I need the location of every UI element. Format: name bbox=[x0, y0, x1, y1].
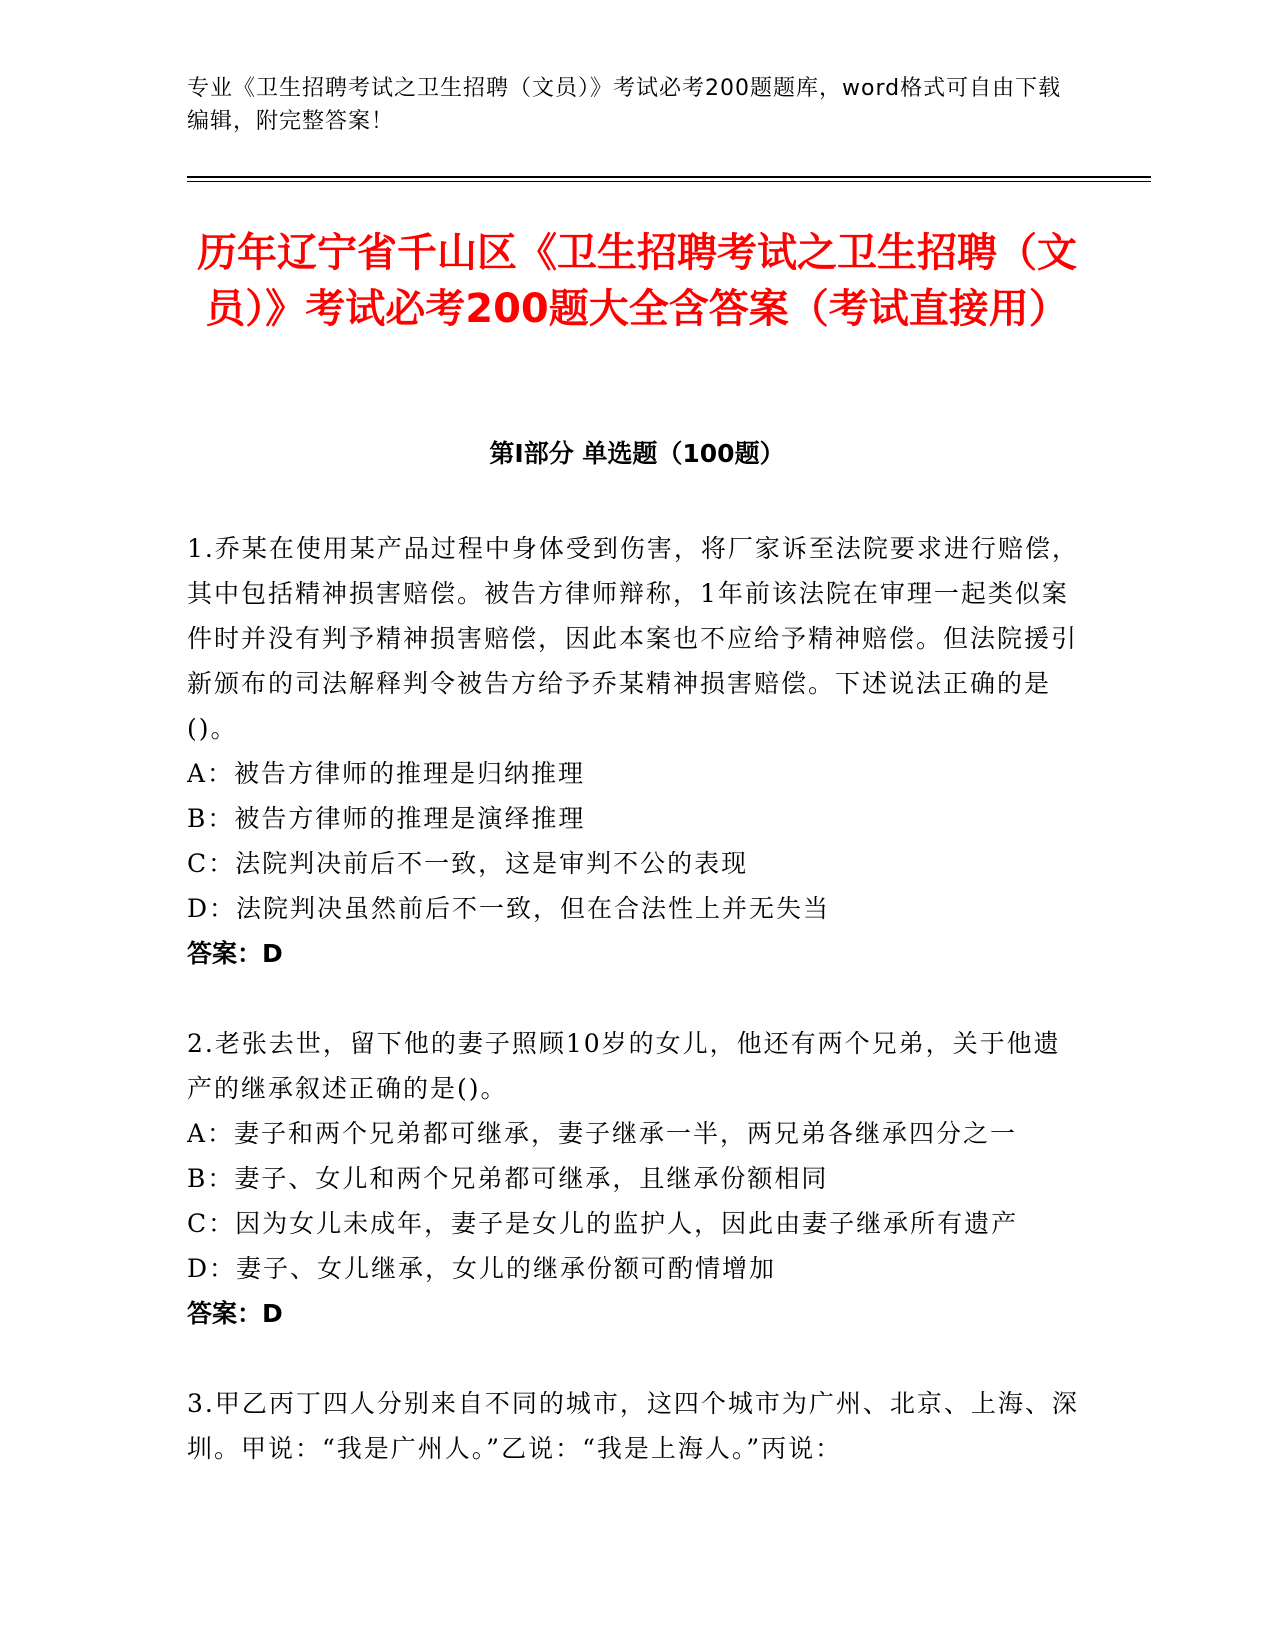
section-title: 第Ⅰ部分 单选题（100题） bbox=[489, 439, 785, 468]
header-note: 专业《卫生招聘考试之卫生招聘（文员）》考试必考200题题库，word格式可自由下载编辑，附完整答案！ bbox=[187, 76, 1062, 134]
option-b: B：被告方律师的推理是演绎推理 bbox=[187, 804, 586, 833]
option-d: D：妻子、女儿继承，女儿的继承份额可酌情增加 bbox=[187, 1254, 777, 1283]
answer: 答案：D bbox=[187, 1299, 283, 1328]
question-list bbox=[187, 526, 1087, 1516]
option-b: B：妻子、女儿和两个兄弟都可继承，且继承份额相同 bbox=[187, 1164, 829, 1193]
answer: 答案：D bbox=[187, 939, 283, 968]
option-c: C：法院判决前后不一致，这是审判不公的表现 bbox=[187, 849, 749, 878]
option-d: D：法院判决虽然前后不一致，但在合法性上并无失当 bbox=[187, 894, 831, 923]
document-title: 历年辽宁省千山区《卫生招聘考试之卫生招聘（文员）》考试必考200题大全含答案（考试直接用） bbox=[197, 230, 1077, 332]
question-stem: 1.乔某在使用某产品过程中身体受到伤害，将厂家诉至法院要求进行赔偿，其中包括精神损害赔偿。被告方律师辩称，1年前该法院在审理一起类似案件时并没有判予精神损害赔偿，因此本案也不应给予精神赔偿。但法院援引新颁布的司法解释判令被告方给予乔某精神损害赔偿。下述说法正确的是()。 bbox=[187, 534, 1079, 743]
question-1 bbox=[187, 526, 1087, 976]
question-stem: 2.老张去世，留下他的妻子照顾10岁的女儿，他还有两个兄弟，关于他遗产的继承叙述正确的是()。 bbox=[187, 1029, 1061, 1103]
option-a: A：被告方律师的推理是归纳推理 bbox=[187, 759, 586, 788]
header-divider-thin bbox=[187, 181, 1151, 182]
question-3 bbox=[187, 1381, 1087, 1471]
option-c: C：因为女儿未成年，妻子是女儿的监护人，因此由妻子继承所有遗产 bbox=[187, 1209, 1019, 1238]
header-divider-thick bbox=[187, 176, 1151, 178]
question-2 bbox=[187, 1021, 1087, 1336]
question-stem: 3.甲乙丙丁四人分别来自不同的城市，这四个城市为广州、北京、上海、深圳。甲说：“我是广州人。”乙说：“我是上海人。”丙说： bbox=[187, 1389, 1079, 1463]
option-a: A：妻子和两个兄弟都可继承，妻子继承一半，两兄弟各继承四分之一 bbox=[187, 1119, 1018, 1148]
